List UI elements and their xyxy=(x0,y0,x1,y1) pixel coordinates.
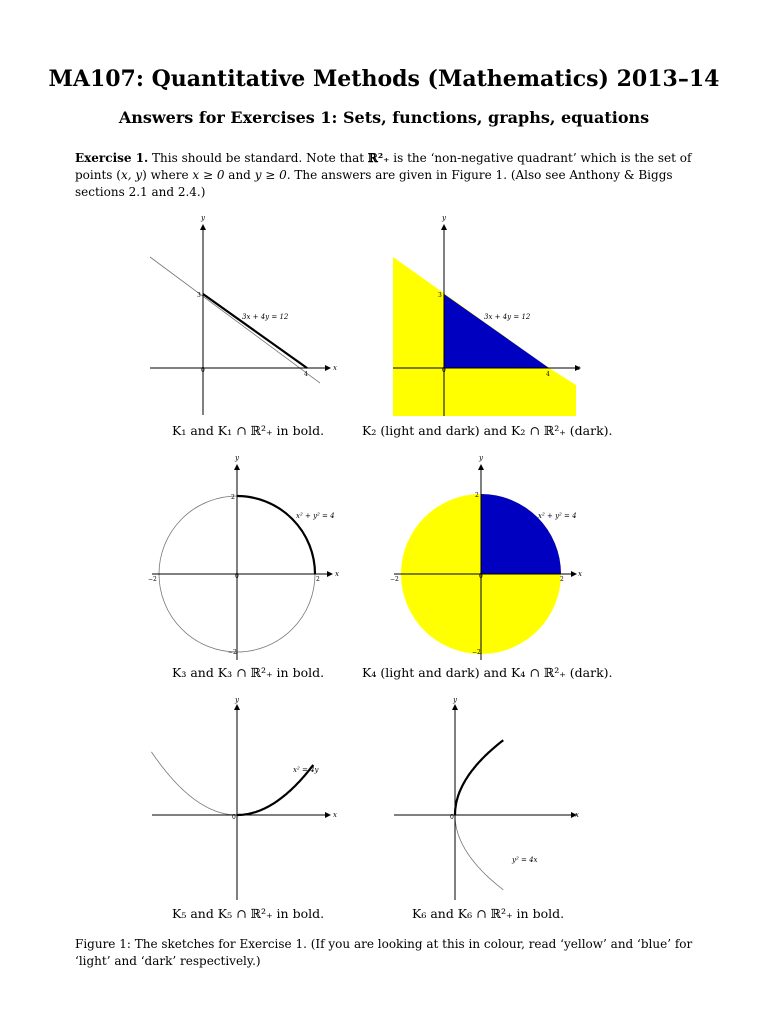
k4-tick-y-neg: −2 xyxy=(472,649,481,656)
panel-k1 xyxy=(150,214,337,415)
k3-tick-x-neg: −2 xyxy=(148,576,157,583)
panel-k5 xyxy=(151,696,337,900)
k2-equation: 3x + 4y = 12 xyxy=(484,313,531,321)
k4-dark-region xyxy=(481,494,561,574)
k4-origin: 0 xyxy=(479,573,483,580)
k5-origin: 0 xyxy=(232,814,236,821)
figure-caption: Figure 1: The sketches for Exercise 1. (If you are looking at this in colour, read ‘yellow’ and ‘blue’ for ‘light’ and ‘dark’ respectively.) xyxy=(75,937,693,968)
k3-x-label: x xyxy=(335,570,339,578)
r2plus-symbol: ℝ²₊ xyxy=(367,151,390,165)
k1-x-label: x xyxy=(333,364,337,372)
k6-parabola-thin xyxy=(455,815,503,890)
k4-y-label: y xyxy=(479,454,483,462)
k2-y-label: y xyxy=(442,214,446,222)
intro-text-1: This should be standard. Note that xyxy=(152,151,368,165)
intro-xy: x, y xyxy=(120,168,143,182)
caption-k4: K₄ (light and dark) and K₄ ∩ ℝ²₊ (dark). xyxy=(362,665,613,680)
k2-origin: 0 xyxy=(442,367,446,374)
k6-parabola-bold xyxy=(455,740,503,815)
k6-y-label: y xyxy=(453,696,457,704)
exercise-label: Exercise 1. xyxy=(75,151,149,165)
k1-tick-x: 4 xyxy=(304,371,308,378)
k3-arc-bold xyxy=(237,496,315,574)
caption-k5: K₅ and K₅ ∩ ℝ²₊ in bold. xyxy=(172,906,325,921)
k2-tick-x: 4 xyxy=(546,371,550,378)
page-title: MA107: Quantitative Methods (Mathematics) 2013–14 xyxy=(48,66,720,92)
k2-x-label: x xyxy=(576,364,580,372)
intro-text-2: is the ‘non-negative quadrant’ which is the set of points ( xyxy=(75,151,692,182)
k3-tick-y-pos: 2 xyxy=(231,494,235,501)
intro-yge0: y ≥ 0 xyxy=(254,168,287,182)
k3-y-label: y xyxy=(235,454,239,462)
page-subtitle: Answers for Exercises 1: Sets, functions, graphs, equations xyxy=(118,108,650,127)
k1-tick-y: 3 xyxy=(197,292,201,299)
k6-equation: y² = 4x xyxy=(512,856,538,864)
caption-k6: K₆ and K₆ ∩ ℝ²₊ in bold. xyxy=(412,906,565,921)
k2-tick-y: 3 xyxy=(438,292,442,299)
k1-line-bold xyxy=(203,294,307,368)
k4-tick-x-pos: 2 xyxy=(560,576,564,583)
k6-x-label: x xyxy=(575,811,579,819)
k4-equation: x² + y² = 4 xyxy=(538,512,577,520)
k3-tick-x-pos: 2 xyxy=(316,576,320,583)
k1-y-label: y xyxy=(201,214,205,222)
k5-y-label: y xyxy=(235,696,239,704)
k1-equation: 3x + 4y = 12 xyxy=(242,313,289,321)
k5-parabola-thin xyxy=(151,752,237,815)
k3-origin: 0 xyxy=(235,573,239,580)
k6-origin: 0 xyxy=(450,814,454,821)
panel-k4 xyxy=(390,454,582,660)
caption-k1: K₁ and K₁ ∩ ℝ²₊ in bold. xyxy=(172,423,325,438)
k5-x-label: x xyxy=(333,811,337,819)
k4-tick-x-neg: −2 xyxy=(390,576,399,583)
k3-equation: x² + y² = 4 xyxy=(296,512,335,520)
k4-x-label: x xyxy=(578,570,582,578)
intro-text-3: ) where xyxy=(142,168,193,182)
k1-line-thin xyxy=(150,257,320,383)
k5-equation: x² = 4y xyxy=(293,766,319,774)
panel-k2 xyxy=(393,214,580,416)
caption-k3: K₃ and K₃ ∩ ℝ²₊ in bold. xyxy=(172,665,325,680)
intro-xge0: x ≥ 0 xyxy=(192,168,225,182)
intro-text-4: and xyxy=(224,168,255,182)
panel-k6 xyxy=(394,696,579,900)
intro-text-5: . The answers are given in Figure 1. (Also see Anthony & Biggs sections 2.1 and 2.4.) xyxy=(75,168,673,199)
k3-tick-y-neg: −2 xyxy=(228,649,237,656)
k1-origin: 0 xyxy=(201,367,205,374)
panel-k3 xyxy=(148,454,339,660)
caption-k2: K₂ (light and dark) and K₂ ∩ ℝ²₊ (dark). xyxy=(362,423,613,438)
k4-tick-y-pos: 2 xyxy=(475,492,479,499)
